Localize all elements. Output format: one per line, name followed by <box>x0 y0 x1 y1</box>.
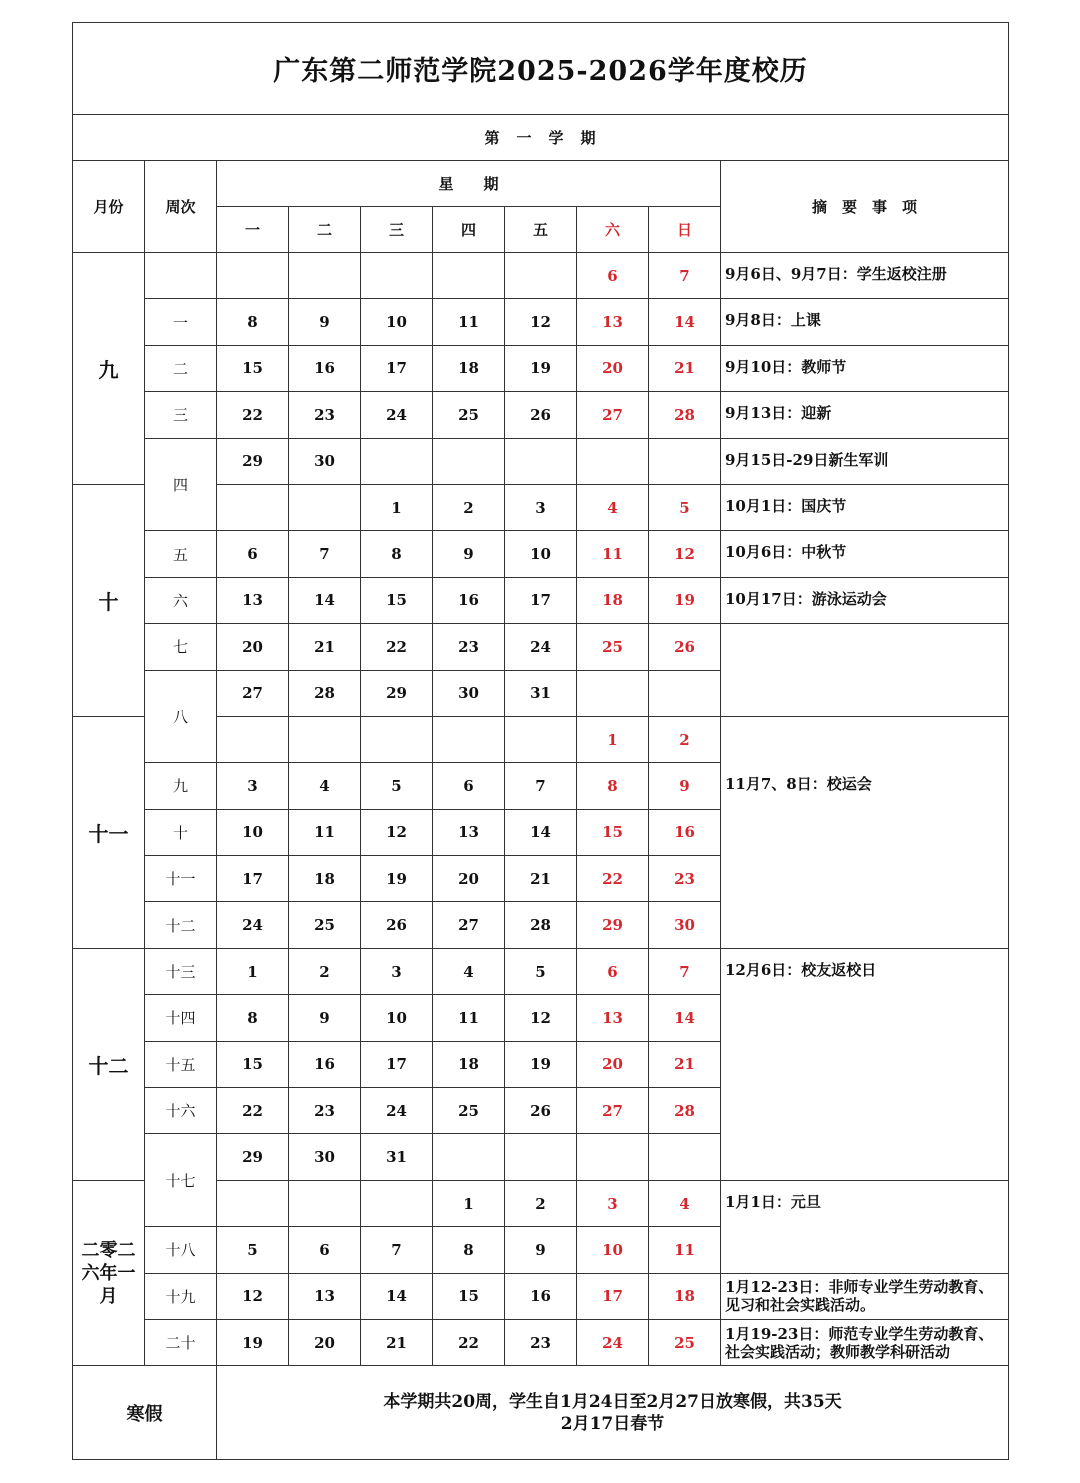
notes-cell <box>721 484 1009 530</box>
day-cell: 10 <box>577 1227 649 1273</box>
day-cell: 26 <box>361 902 433 948</box>
notes-cell <box>721 1180 1009 1273</box>
day-cell: 4 <box>289 763 361 809</box>
week-number: 十一 <box>145 856 217 902</box>
day-cell: 15 <box>361 577 433 623</box>
day-cell: 30 <box>289 438 361 484</box>
day-cell: 5 <box>217 1227 289 1273</box>
week-number: 十四 <box>145 995 217 1041</box>
day-cell: 3 <box>217 763 289 809</box>
day-cell: 7 <box>649 253 721 299</box>
weekday-header-2: 二 <box>289 207 361 253</box>
day-cell: 12 <box>505 995 577 1041</box>
day-cell: 7 <box>505 763 577 809</box>
notes-cell <box>721 438 1009 484</box>
day-cell: 9 <box>289 299 361 345</box>
day-cell <box>577 1134 649 1180</box>
day-cell: 22 <box>361 624 433 670</box>
notes-cell <box>721 299 1009 345</box>
day-cell: 8 <box>217 299 289 345</box>
day-cell: 29 <box>577 902 649 948</box>
day-cell: 31 <box>361 1134 433 1180</box>
day-cell: 9 <box>433 531 505 577</box>
week-number: 六 <box>145 577 217 623</box>
day-cell: 7 <box>289 531 361 577</box>
day-cell: 15 <box>433 1273 505 1319</box>
day-cell: 16 <box>649 809 721 855</box>
winter-break-line-1: 本学期共20周，学生自1月24日至2月27日放寒假，共35天 <box>383 1391 842 1412</box>
day-cell: 3 <box>577 1180 649 1226</box>
day-cell: 1 <box>361 484 433 530</box>
day-cell: 22 <box>577 856 649 902</box>
weekday-header-3: 三 <box>361 207 433 253</box>
day-cell: 26 <box>649 624 721 670</box>
note-text: 9月8日：上课 <box>725 311 821 330</box>
day-cell: 21 <box>649 345 721 391</box>
day-cell: 23 <box>505 1319 577 1365</box>
notes-cell <box>721 624 1009 717</box>
day-cell: 6 <box>577 948 649 994</box>
day-cell: 22 <box>217 392 289 438</box>
day-cell: 7 <box>649 948 721 994</box>
month-january-2026: 二零二六年一月 <box>73 1180 145 1366</box>
day-cell: 13 <box>217 577 289 623</box>
month-november: 十一 <box>73 716 145 948</box>
day-cell: 24 <box>217 902 289 948</box>
week-number: 十五 <box>145 1041 217 1087</box>
day-cell <box>361 438 433 484</box>
day-cell: 20 <box>577 345 649 391</box>
week-number: 十八 <box>145 1227 217 1273</box>
day-cell: 12 <box>217 1273 289 1319</box>
day-cell: 6 <box>289 1227 361 1273</box>
note-text: 9月6日、9月7日：学生返校注册 <box>725 265 947 283</box>
weekday-header-7: 日 <box>649 207 721 253</box>
winter-break-info <box>217 1366 1009 1460</box>
day-cell: 14 <box>505 809 577 855</box>
day-cell: 6 <box>433 763 505 809</box>
day-cell: 30 <box>649 902 721 948</box>
day-cell: 19 <box>649 577 721 623</box>
note-text: 9月15日-29日新生军训 <box>725 450 889 469</box>
week-number <box>145 253 217 299</box>
day-cell: 17 <box>361 345 433 391</box>
note-text: 11月7、8日：校运会 <box>725 774 872 793</box>
month-december: 十二 <box>73 948 145 1180</box>
day-cell <box>433 438 505 484</box>
term-heading: 第 一 学 期 <box>73 115 1009 161</box>
day-cell: 13 <box>433 809 505 855</box>
day-cell: 4 <box>577 484 649 530</box>
day-cell: 20 <box>217 624 289 670</box>
day-cell: 12 <box>361 809 433 855</box>
note-text: 10月1日：国庆节 <box>725 496 847 515</box>
day-cell: 12 <box>649 531 721 577</box>
day-cell: 17 <box>217 856 289 902</box>
day-cell: 28 <box>649 1088 721 1134</box>
day-cell: 10 <box>361 299 433 345</box>
day-cell: 2 <box>505 1180 577 1226</box>
day-cell: 24 <box>361 1088 433 1134</box>
day-cell: 19 <box>505 345 577 391</box>
note-text: 9月10日：教师节 <box>725 357 847 376</box>
day-cell <box>649 670 721 716</box>
day-cell: 9 <box>649 763 721 809</box>
day-cell: 29 <box>361 670 433 716</box>
week-number: 九 <box>145 763 217 809</box>
day-cell: 27 <box>577 392 649 438</box>
day-cell: 21 <box>649 1041 721 1087</box>
day-cell: 29 <box>217 1134 289 1180</box>
note-text: 12月6日：校友返校日 <box>725 960 877 979</box>
day-cell: 19 <box>361 856 433 902</box>
day-cell <box>505 438 577 484</box>
day-cell: 13 <box>289 1273 361 1319</box>
month-september: 九 <box>73 253 145 485</box>
day-cell: 11 <box>433 995 505 1041</box>
day-cell: 30 <box>289 1134 361 1180</box>
day-cell: 3 <box>505 484 577 530</box>
day-cell: 16 <box>505 1273 577 1319</box>
day-cell <box>289 484 361 530</box>
week-number: 十九 <box>145 1273 217 1319</box>
day-cell: 26 <box>505 1088 577 1134</box>
day-cell: 1 <box>433 1180 505 1226</box>
day-cell: 8 <box>577 763 649 809</box>
day-cell: 25 <box>289 902 361 948</box>
day-cell: 14 <box>649 299 721 345</box>
weekday-header-6: 六 <box>577 207 649 253</box>
day-cell: 6 <box>217 531 289 577</box>
day-cell: 10 <box>361 995 433 1041</box>
day-cell: 5 <box>505 948 577 994</box>
day-cell: 17 <box>505 577 577 623</box>
day-cell: 8 <box>361 531 433 577</box>
day-cell <box>577 670 649 716</box>
note-text: 1月12-23日：非师专业学生劳动教育、见习和社会实践活动。 <box>725 1278 994 1315</box>
weekday-header-4: 四 <box>433 207 505 253</box>
notes-cell <box>721 1319 1009 1365</box>
day-cell <box>217 253 289 299</box>
day-cell: 22 <box>217 1088 289 1134</box>
day-cell: 15 <box>577 809 649 855</box>
day-cell: 10 <box>505 531 577 577</box>
day-cell: 11 <box>433 299 505 345</box>
notes-cell <box>721 392 1009 438</box>
day-cell: 16 <box>433 577 505 623</box>
day-cell: 25 <box>433 392 505 438</box>
day-cell <box>217 484 289 530</box>
day-cell: 18 <box>433 1041 505 1087</box>
day-cell: 24 <box>577 1319 649 1365</box>
notes-cell <box>721 253 1009 299</box>
note-text: 1月1日：元旦 <box>725 1192 821 1211</box>
day-cell: 29 <box>217 438 289 484</box>
day-cell: 18 <box>649 1273 721 1319</box>
day-cell: 19 <box>217 1319 289 1365</box>
notes-cell <box>721 531 1009 577</box>
note-text: 1月19-23日：师范专业学生劳动教育、社会实践活动；教师教学科研活动 <box>725 1324 994 1361</box>
day-cell: 18 <box>433 345 505 391</box>
day-cell: 13 <box>577 995 649 1041</box>
day-cell <box>289 1180 361 1226</box>
week-number: 十 <box>145 809 217 855</box>
notes-header: 摘 要 事 项 <box>721 161 1009 253</box>
day-cell <box>433 1134 505 1180</box>
day-cell: 14 <box>289 577 361 623</box>
winter-break-label: 寒假 <box>73 1366 217 1460</box>
day-cell: 27 <box>577 1088 649 1134</box>
notes-cell <box>721 716 1009 948</box>
day-cell: 23 <box>289 392 361 438</box>
day-cell: 25 <box>433 1088 505 1134</box>
day-cell <box>361 716 433 762</box>
day-cell: 16 <box>289 1041 361 1087</box>
note-text: 10月6日：中秋节 <box>725 543 847 562</box>
day-cell: 20 <box>577 1041 649 1087</box>
day-cell: 15 <box>217 1041 289 1087</box>
day-cell: 5 <box>361 763 433 809</box>
day-cell: 21 <box>505 856 577 902</box>
day-cell: 25 <box>577 624 649 670</box>
day-cell: 23 <box>649 856 721 902</box>
week-number: 三 <box>145 392 217 438</box>
day-cell <box>505 1134 577 1180</box>
week-number: 五 <box>145 531 217 577</box>
weekday-group-header: 星 期 <box>217 161 721 207</box>
week-number: 八 <box>145 670 217 763</box>
notes-cell <box>721 345 1009 391</box>
day-cell: 11 <box>577 531 649 577</box>
note-text: 10月17日：游泳运动会 <box>725 589 887 608</box>
day-cell: 27 <box>217 670 289 716</box>
week-number: 十二 <box>145 902 217 948</box>
week-number: 十七 <box>145 1134 217 1227</box>
day-cell: 23 <box>289 1088 361 1134</box>
day-cell: 19 <box>505 1041 577 1087</box>
school-calendar-table <box>72 22 1009 1460</box>
day-cell <box>289 253 361 299</box>
day-cell: 1 <box>217 948 289 994</box>
day-cell: 30 <box>433 670 505 716</box>
day-cell: 14 <box>361 1273 433 1319</box>
month-header: 月份 <box>73 161 145 253</box>
day-cell <box>505 253 577 299</box>
week-number: 四 <box>145 438 217 531</box>
day-cell: 17 <box>577 1273 649 1319</box>
notes-cell <box>721 1273 1009 1319</box>
winter-break-line-2: 2月17日春节 <box>560 1413 665 1434</box>
day-cell <box>361 253 433 299</box>
month-october: 十 <box>73 484 145 716</box>
day-cell <box>361 1180 433 1226</box>
day-cell: 13 <box>577 299 649 345</box>
day-cell: 27 <box>433 902 505 948</box>
day-cell: 4 <box>649 1180 721 1226</box>
day-cell: 1 <box>577 716 649 762</box>
day-cell: 21 <box>361 1319 433 1365</box>
notes-cell <box>721 577 1009 623</box>
day-cell: 2 <box>433 484 505 530</box>
week-number: 二十 <box>145 1319 217 1365</box>
day-cell <box>217 1180 289 1226</box>
day-cell <box>433 253 505 299</box>
week-number: 十三 <box>145 948 217 994</box>
day-cell: 3 <box>361 948 433 994</box>
day-cell: 23 <box>433 624 505 670</box>
day-cell: 9 <box>289 995 361 1041</box>
day-cell <box>649 1134 721 1180</box>
day-cell: 2 <box>649 716 721 762</box>
day-cell: 28 <box>649 392 721 438</box>
week-number: 二 <box>145 345 217 391</box>
day-cell: 10 <box>217 809 289 855</box>
day-cell: 25 <box>649 1319 721 1365</box>
day-cell: 15 <box>217 345 289 391</box>
day-cell: 17 <box>361 1041 433 1087</box>
day-cell: 20 <box>433 856 505 902</box>
day-cell: 18 <box>289 856 361 902</box>
day-cell <box>577 438 649 484</box>
weekday-header-1: 一 <box>217 207 289 253</box>
day-cell: 5 <box>649 484 721 530</box>
day-cell: 28 <box>289 670 361 716</box>
day-cell <box>433 716 505 762</box>
week-number: 七 <box>145 624 217 670</box>
day-cell: 12 <box>505 299 577 345</box>
week-number: 一 <box>145 299 217 345</box>
day-cell <box>505 716 577 762</box>
day-cell: 11 <box>649 1227 721 1273</box>
day-cell: 7 <box>361 1227 433 1273</box>
day-cell <box>289 716 361 762</box>
day-cell: 16 <box>289 345 361 391</box>
note-text: 9月13日：迎新 <box>725 404 832 423</box>
week-number: 十六 <box>145 1088 217 1134</box>
day-cell: 4 <box>433 948 505 994</box>
day-cell <box>217 716 289 762</box>
day-cell: 9 <box>505 1227 577 1273</box>
week-header: 周次 <box>145 161 217 253</box>
day-cell: 24 <box>361 392 433 438</box>
notes-cell <box>721 948 1009 1180</box>
day-cell: 18 <box>577 577 649 623</box>
day-cell: 14 <box>649 995 721 1041</box>
weekday-header-5: 五 <box>505 207 577 253</box>
day-cell: 6 <box>577 253 649 299</box>
day-cell: 24 <box>505 624 577 670</box>
day-cell: 8 <box>433 1227 505 1273</box>
day-cell: 2 <box>289 948 361 994</box>
day-cell: 11 <box>289 809 361 855</box>
day-cell: 28 <box>505 902 577 948</box>
day-cell <box>649 438 721 484</box>
day-cell: 8 <box>217 995 289 1041</box>
page-title: 广东第二师范学院2025-2026学年度校历 <box>73 23 1009 115</box>
day-cell: 20 <box>289 1319 361 1365</box>
day-cell: 22 <box>433 1319 505 1365</box>
day-cell: 31 <box>505 670 577 716</box>
day-cell: 21 <box>289 624 361 670</box>
day-cell: 26 <box>505 392 577 438</box>
